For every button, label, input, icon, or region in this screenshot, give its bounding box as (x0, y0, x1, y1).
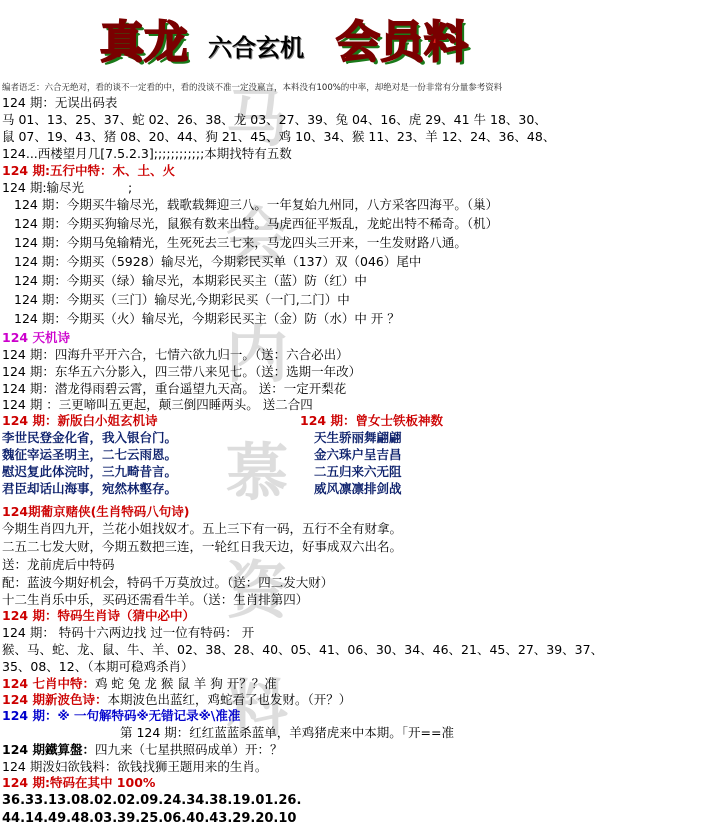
tianji-line: 124 期：潜龙得雨碧云霄，重台遥望九天高。 送：一定开梨花 (2, 381, 347, 396)
yiju-title: 124 期：※ 一句解特码※无错记录※\准准 (2, 708, 241, 723)
wuxing-line: 124 期：今期买狗输尽光，鼠猴有数来出特。马虎西征平叛乱，龙蛇出特不稀奇。（机） (14, 216, 499, 231)
pujing-line: 二五二七发大财，今期五数把三连，一轮红日我天边，好事成双六出名。 (2, 539, 403, 554)
qizhong-row: 44.14.49.48.03.39.25.06.40.43.29.20.10 (2, 811, 297, 826)
zengnvshi-line: 金六珠户呈吉昌 (314, 447, 402, 462)
wuxing-line: 124 期：今期买（火）输尽光，今期彩民买主（金）防（水）中 开 ？ (14, 311, 400, 326)
zengnvshi-line: 天生骄丽舞翩翩 (314, 430, 402, 445)
pujing-line: 配：蓝波今期好机会，特码千万莫放过。（送：四二发大财） (2, 575, 334, 590)
xiaojie-line: 君臣却话山海事，宛然林壑存。 (2, 481, 178, 496)
xiaojie-line: 李世民登金化省，我入银台门。 (2, 430, 178, 445)
wuxing-line: 124 期：今期马兔输精光，生死死去三七来，马龙四头三开来，一生发财路八通。 (14, 235, 467, 250)
pujing-line: 今期生肖四九开，兰花小姐找奴才。五上三下有一码，五行不全有财拿。 (2, 521, 403, 536)
tiesuan-label: 124 期鐵算盤： (2, 742, 95, 757)
texiao-line: 35、08、12、（本期可稳鸡杀肖） (2, 659, 194, 674)
zengnvshi-line: 威风凛凛排剑战 (314, 481, 402, 496)
tianji-title: 124 天机诗 (2, 330, 70, 345)
zengnvshi-title: 124 期：曾女士铁板神数 (300, 413, 443, 428)
banner-title (100, 6, 500, 68)
xibei-line: 124...西楼望月几[7.5.2.3];;;;;;;;;;;;本期找特有五数 (2, 146, 292, 161)
wuxing-sub-text: 124 期:输尽光 (2, 180, 85, 195)
disclaimer: 编者语乏：六合无绝对，看的谈不一定看的中，看的没谈不准一定没嬴言，本料没有100%的中率，却绝对是一份非常有分量参考资料 (2, 83, 503, 93)
pujing-line: 十二生肖乐中乐，买码还需看牛羊。（送：生肖排第四） (2, 592, 309, 607)
wuxing-sub (2, 180, 132, 196)
tianji-line: 124 期：四海升平开六合，七情六欲九归一。（送：六合必出） (2, 347, 349, 362)
tiesuan-value: 四九来（七星拱照码成单）开：？ (94, 742, 283, 757)
tianji-line: 124 期 ：三更啼叫五更起，颠三倒四睡两头。 送二合四 (2, 397, 313, 412)
tiesuan-line (2, 742, 282, 758)
bose-line (2, 692, 351, 708)
qixiao-value: 鸡 蛇 兔 龙 猴 鼠 羊 狗 开？？准 (94, 676, 277, 691)
wuxing-line: 124 期：今期买（绿）输尽光，本期彩民买主（蓝）防（红）中 (14, 273, 367, 288)
watermark-char: 料 (225, 672, 288, 745)
texiao-title: 124 期：特码生肖诗（猜中必中） (2, 608, 195, 623)
qizhong-title: 124 期:特码在其中 100% (2, 775, 156, 790)
watermark-char: 会 (225, 200, 288, 273)
banner-part3: 会员料 (336, 17, 468, 68)
watermark-char: 慕 (225, 436, 288, 509)
yiju-line: 第 124 期：红红蓝蓝杀蓝单，羊鸡猪虎来中本期。「开==准 (120, 725, 455, 740)
pujing-title: 124期葡京赌侠(生肖特码八句诗) (2, 504, 190, 519)
qixiao-line (2, 676, 277, 692)
tianji-line: 124 期：东华五六分影入，四三带八来见七。（送：选期一年改） (2, 364, 362, 379)
bose-label: 124 期新波色诗： (2, 692, 108, 707)
banner-part2: 六合玄机 (208, 33, 304, 62)
zengnvshi-line: 二五归来六无阻 (314, 464, 402, 479)
qizhong-row: 36.33.13.08.02.02.09.24.34.38.19.01.26. (2, 793, 302, 808)
bose-value: 本期波色出蓝红，鸡蛇看了也发财。（开？） (107, 692, 352, 707)
poqian-line: 124 期泼妇欲钱料：欲钱找狮王题用来的生肖。 (2, 759, 268, 774)
table-title: 124 期：无误出码表 (2, 95, 118, 110)
wuxing-title: 124 期:五行中特：木、土、火 (2, 163, 175, 178)
table-row: 马 01、13、25、37、蛇 02、26、38、龙 03、27、39、兔 04、16、虎 29、41 牛 18、30、 (2, 112, 547, 127)
wuxing-line: 124 期：今期买牛输尽光，载歌载舞迎三八。一年复始九州同，八方采客四海平。（巢） (14, 197, 499, 212)
texiao-line: 124 期： 特码十六两边找 过一位有特码： 开 (2, 625, 255, 640)
wuxing-line: 124 期：今期买（5928）输尽光，今期彩民买单（137）双（046）尾中 (14, 254, 422, 269)
xiaojie-line: 魏征宰运圣明主，二七云雨恩。 (2, 447, 178, 462)
qixiao-label: 124 七肖中特： (2, 676, 95, 691)
banner-part1: 真龙 (100, 17, 188, 68)
xiaojie-title: 124 期：新版白小姐玄机诗 (2, 413, 158, 428)
table-row: 鼠 07、19、43、猪 08、20、44、狗 21、45、鸡 10、34、猴 11、23、羊 12、24、36、48、 (2, 129, 556, 144)
watermark-char: 马 (225, 82, 288, 155)
pujing-line: 送：龙前虎后中特码 (2, 557, 115, 572)
watermark-char: 资 (225, 554, 288, 627)
xiaojie-line: 慰迟复此体浣时，三九畸昔言。 (2, 464, 178, 479)
texiao-line: 猴、马、蛇、龙、鼠、牛、羊、02、38、28、40、05、41、06、30、34、46、21、45、27、39、37、 (2, 642, 604, 657)
wuxing-sub-mark: ; (128, 180, 133, 195)
wuxing-line: 124 期：今期买（三门）输尽光,今期彩民买（一门,二门）中 (14, 292, 350, 307)
watermark-char: 内 (225, 318, 288, 391)
